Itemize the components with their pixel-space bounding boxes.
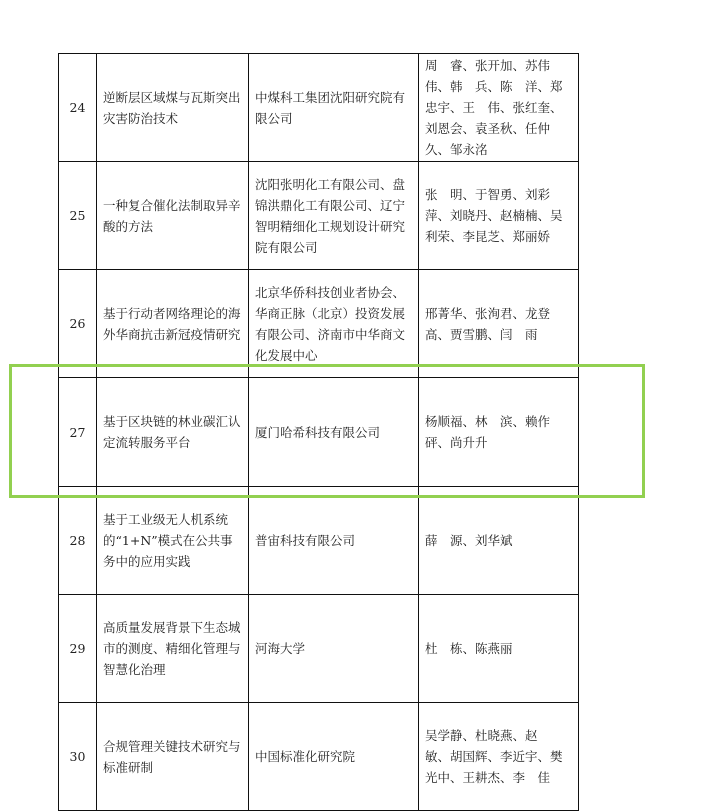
project-title: 基于区块链的林业碳汇认定流转服务平台 xyxy=(97,378,249,487)
contributors: 张 明、于智勇、刘彩萍、刘晓丹、赵楠楠、吴利荣、李昆芝、郑丽娇 xyxy=(419,162,579,270)
table-row xyxy=(59,595,579,703)
row-number: 25 xyxy=(59,162,97,270)
table-row xyxy=(59,487,579,595)
contributors: 薛 源、刘华斌 xyxy=(419,487,579,595)
organization: 中煤科工集团沈阳研究院有限公司 xyxy=(249,54,419,162)
row-number: 28 xyxy=(59,487,97,595)
row-number: 24 xyxy=(59,54,97,162)
contributors: 邢菁华、张洵君、龙登高、贾雪鹏、闫 雨 xyxy=(419,270,579,378)
organization: 厦门哈希科技有限公司 xyxy=(249,378,419,487)
contributors: 吴学静、杜晓燕、赵 敏、胡国辉、李近宇、樊光中、王耕杰、李 佳 xyxy=(419,703,579,811)
contributors: 周 睿、张开加、苏伟伟、韩 兵、陈 洋、郑忠宇、王 伟、张红奎、刘恩会、袁圣秋、任仲久、邹永洺 xyxy=(419,54,579,162)
row-number: 30 xyxy=(59,703,97,811)
table-row xyxy=(59,162,579,270)
project-title: 逆断层区域煤与瓦斯突出灾害防治技术 xyxy=(97,54,249,162)
organization: 普宙科技有限公司 xyxy=(249,487,419,595)
project-title: 合规管理关键技术研究与标准研制 xyxy=(97,703,249,811)
table-row xyxy=(59,703,579,811)
contributors: 杨顺福、林 滨、赖作砰、尚升升 xyxy=(419,378,579,487)
row-number: 29 xyxy=(59,595,97,703)
organization: 北京华侨科技创业者协会、华商正脉（北京）投资发展有限公司、济南市中华商文化发展中心 xyxy=(249,270,419,378)
organization: 河海大学 xyxy=(249,595,419,703)
project-title: 一种复合催化法制取异辛酸的方法 xyxy=(97,162,249,270)
organization: 中国标准化研究院 xyxy=(249,703,419,811)
project-title: 高质量发展背景下生态城市的测度、精细化管理与智慧化治理 xyxy=(97,595,249,703)
project-title: 基于工业级无人机系统的“1+N”模式在公共事务中的应用实践 xyxy=(97,487,249,595)
table-row-highlighted xyxy=(59,378,579,487)
project-title: 基于行动者网络理论的海外华商抗击新冠疫情研究 xyxy=(97,270,249,378)
table-row xyxy=(59,270,579,378)
contributors: 杜 栋、陈燕丽 xyxy=(419,595,579,703)
awards-table xyxy=(58,53,579,811)
row-number: 27 xyxy=(59,378,97,487)
row-number: 26 xyxy=(59,270,97,378)
table-row xyxy=(59,54,579,162)
organization: 沈阳张明化工有限公司、盘锦洪鼎化工有限公司、辽宁智明精细化工规划设计研究院有限公司 xyxy=(249,162,419,270)
